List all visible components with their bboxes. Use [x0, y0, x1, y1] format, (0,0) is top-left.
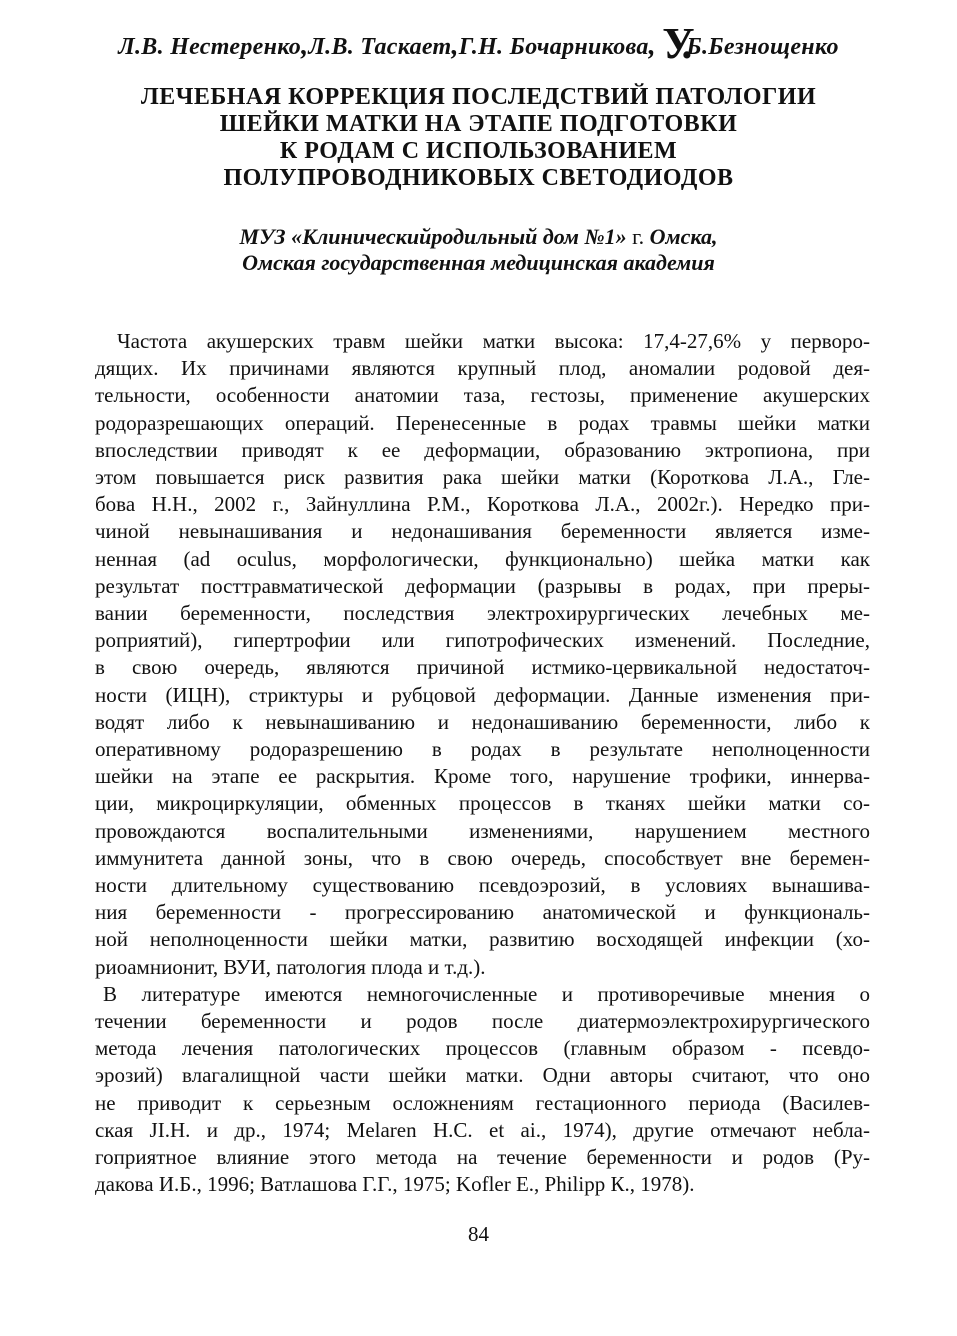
text-line: дящих. Их причинами являются крупный плод, аномалии родовой дея- — [95, 356, 870, 381]
text-line: дакова И.Б., 1996; Ватлашова Г.Г., 1975; Kofler E., Philipp К., 1978). — [95, 1172, 695, 1197]
author-name: Б.Безнощенко — [686, 34, 839, 60]
text-line: шейки на этапе ее раскрытия. Кроме того, нарушение трофики, иннерва- — [95, 764, 870, 789]
text-line: не приводит к серьезным осложнениям гестационного периода (Василев- — [95, 1090, 870, 1115]
text-line: ции, микроциркуляции, обменных процессов в тканях шейки матки со- — [95, 791, 870, 816]
author-name: Л.В. Таскает — [308, 34, 452, 60]
author-initials: У. — [662, 19, 687, 68]
author-name: Г.Н. Бочарникова — [458, 34, 649, 60]
text-line: иммунитета данной зоны, что в свою очередь, способствует вне беремен- — [95, 845, 870, 870]
affiliation-line-2: Омская государственная медицинская академия — [242, 250, 715, 275]
title-line: ПОЛУПРОВОДНИКОВЫХ СВЕТОДИОДОВ — [223, 165, 734, 191]
text-line: Частота акушерских травм шейки матки высока: 17,4-27,6% у перворо- — [117, 329, 870, 353]
paragraph — [95, 981, 870, 1199]
text-line: родоразрешающих операций. Перенесенные в родах травмы шейки матки — [95, 410, 870, 435]
text-line: гоприятное влияние этого метода на течение беременности и родов (Ру- — [95, 1145, 870, 1170]
text-line: В литературе имеются немногочисленные и противоречивые мнения о — [103, 981, 870, 1006]
text-line: этом повышается риск развития рака шейки матки (Короткова Л.А., Гле- — [95, 465, 870, 490]
text-line: вании беременности, последствия электрохирургических лечебных ме- — [95, 601, 870, 626]
text-line: ская JI.H. и др., 1974; Melaren H.C. et ai., 1974), другие отмечают небла- — [95, 1117, 870, 1142]
text-line: впоследствии приводят к ее деформации, образованию эктропиона, при — [95, 437, 870, 462]
text-line: метода лечения патологических процессов (главным образом - псевдо- — [95, 1036, 870, 1061]
page-number: 84 — [468, 1222, 489, 1246]
text-line: ненная (ad oculus, морфологически, функционально) шейка матки как — [95, 546, 870, 571]
text-line: провождаются воспалительными изменениями, нарушением местного — [95, 818, 870, 843]
text-line: ности длительному существованию псевдоэрозий, в условиях вынашива- — [95, 873, 870, 898]
affiliation-line-1 — [0, 224, 957, 250]
text-line: в свою очередь, являются причиной истмико-цервикальной недостаточ- — [95, 655, 870, 680]
text-line: результат посттравматической деформации (разрывы в родах, при преры- — [95, 573, 870, 598]
city-name: Омска, — [649, 224, 718, 249]
text-line: ности (ИЦН), стриктуры и рубцовой деформации. Данные изменения при- — [95, 682, 870, 707]
title-line: ШЕЙКИ МАТКИ НА ЭТАПЕ ПОДГОТОВКИ — [219, 111, 738, 137]
text-line: течении беременности и родов после диатермоэлектрохирургического — [95, 1009, 870, 1034]
author-separator: , — [301, 30, 309, 61]
article-body — [95, 328, 870, 1199]
text-line: бова Н.Н., 2002 г., Зайнуллина Р.М., Короткова Л.А., 2002г.). Нередко при- — [95, 492, 870, 517]
authors-line — [0, 18, 957, 69]
text-line: эрозий) влагалищной части шейки матки. Одни авторы считают, что оно — [95, 1063, 870, 1088]
title-line: ЛЕЧЕБНАЯ КОРРЕКЦИЯ ПОСЛЕДСТВИЙ ПАТОЛОГИИ — [140, 84, 817, 110]
author-separator: , — [451, 30, 459, 61]
paragraph — [95, 328, 870, 981]
text-line: тельности, особенности анатомии таза, гестозы, применение акушерских — [95, 383, 870, 408]
institution-name: МУЗ «Клиническийродильный дом №1» — [239, 224, 627, 249]
text-line: водят либо к невынашиванию и недонашиванию беременности, либо к — [95, 709, 870, 734]
article-title — [0, 84, 957, 192]
city-prefix: г. — [632, 224, 645, 249]
text-line: роприятий), гипертрофии или гипотрофических изменений. Последние, — [95, 628, 870, 653]
affiliation — [0, 224, 957, 276]
text-line: чиной невынашивания и недонашивания беременности является изме- — [95, 519, 870, 544]
text-line: оперативному родоразрешению в родах в результате неполноценности — [95, 737, 870, 762]
text-line: ния беременности - прогрессированию анатомической и функциональ- — [95, 900, 870, 925]
author-name: Л.В. Нестеренко — [118, 34, 302, 60]
author-separator: , — [648, 30, 656, 61]
text-line: риоамнионит, ВУИ, патология плода и т.д.). — [95, 954, 486, 979]
title-line: К РОДАМ С ИСПОЛЬЗОВАНИЕМ — [279, 138, 678, 164]
text-line: ной неполноценности шейки матки, развитию восходящей инфекции (хо- — [95, 927, 870, 952]
